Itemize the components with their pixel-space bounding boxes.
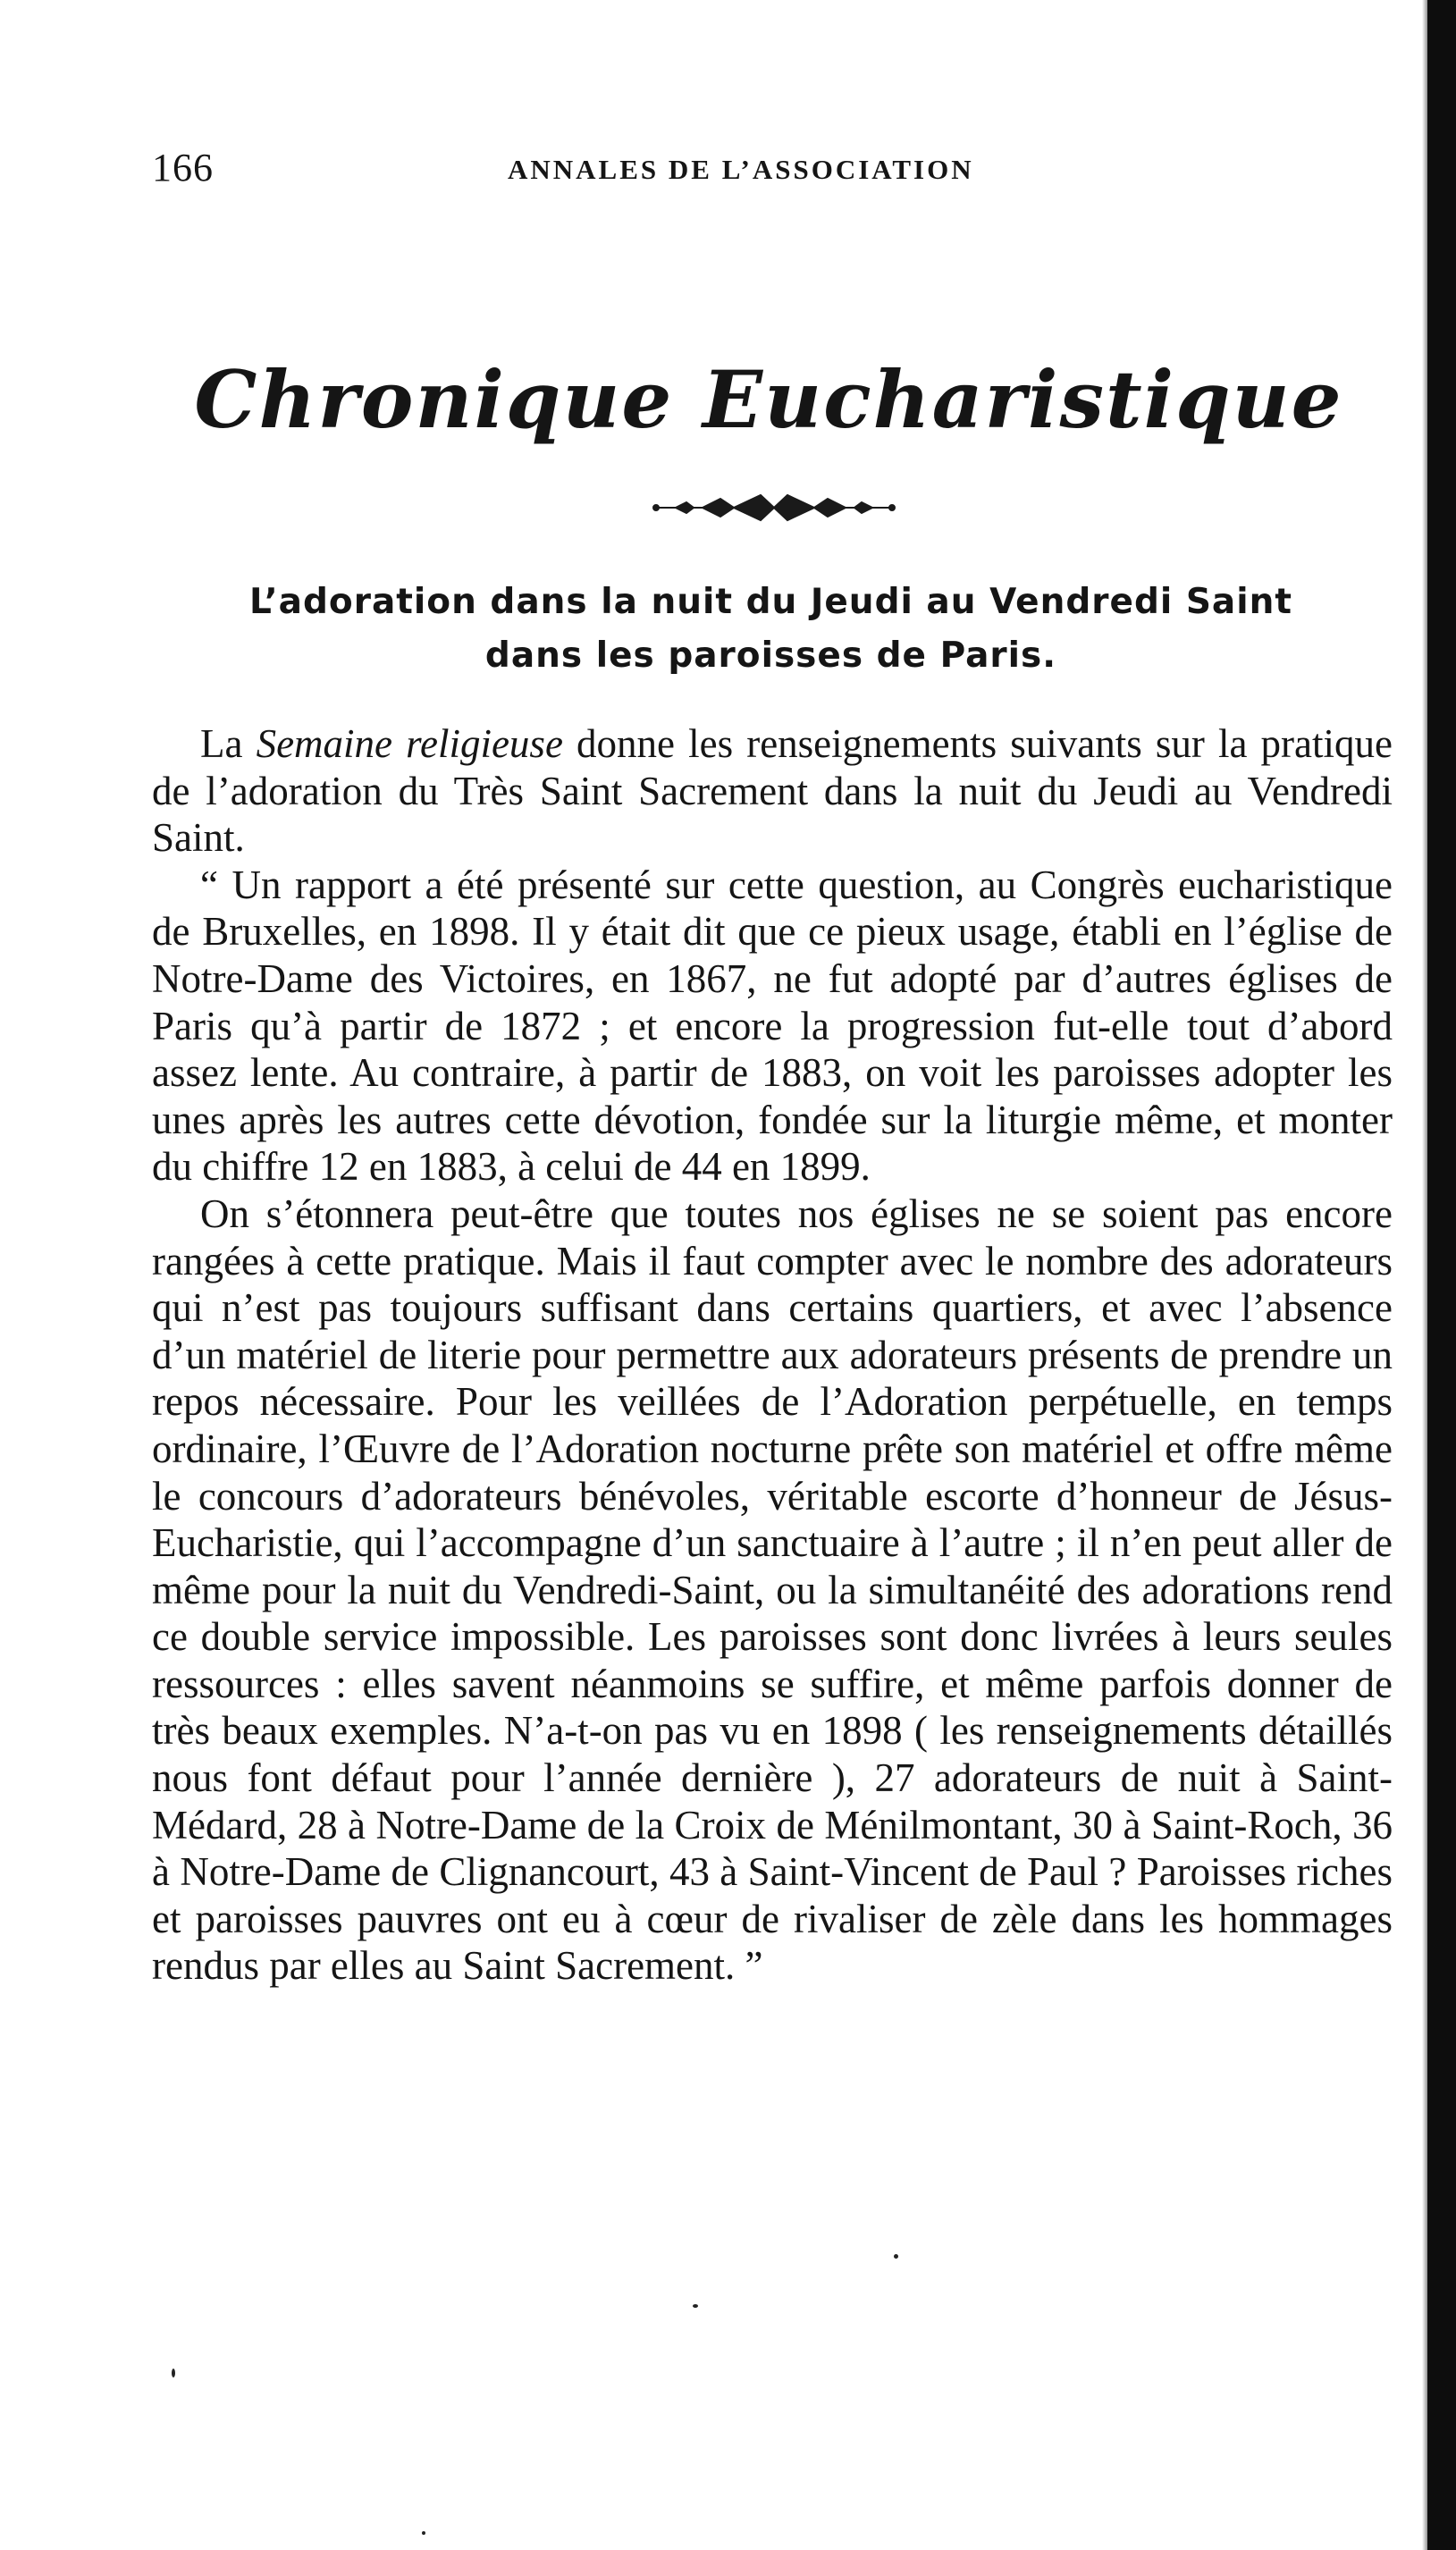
section-title: Chronique Eucharistique — [194, 353, 1343, 446]
paragraph-3: On s’étonnera peut-être que toutes nos églises ne se soient pas encore rangées à cette pratique. Mais il faut compter avec le nombre des adorateurs qui n’est pas toujours suffisant dans certains quartiers, et avec l’absence d’un matériel de literie pour permettre aux adorateurs présents de prendre un repos nécessaire. Pour les veillées de l’Adoration perpétuelle, en temps ordinaire, l’Œuvre de l’Adoration nocturne prête son matériel et offre même le concours d’adorateurs bénévoles, véritable escorte d’honneur de Jésus-Eucharistie, qui l’accompagne d’un sanctuaire à l’autre ; il n’en peut aller de même pour la nuit du Vendredi-Saint, ou la simultanéité des adorations rend ce double service impossible. Les paroisses sont donc livrées à leurs seules ressources : elles savent néanmoins se suffire, et même parfois donner de très beaux exemples. N’a-t-on pas vu en 1898 ( les renseignements détaillés nous font défaut pour l’année dernière ), 27 adorateurs de nuit à Saint-Médard, 28 à Notre-Dame de la Croix de Ménilmontant, 30 à Saint-Roch, 36 à Notre-Dame de Clignancourt, 43 à Saint-Vincent de Paul ? Paroisses riches et paroisses pauvres ont eu à cœur de rivaliser de zèle dans les hommages rendus par elles au Saint Sacrement. ” — [152, 1191, 1393, 1989]
article-body — [152, 720, 1393, 1990]
scan-speck — [693, 2304, 698, 2308]
scan-speck — [894, 2254, 898, 2259]
paragraph-1-rest: donne les renseignements suivants sur la pratique de l’adoration du Très Saint Sacrement dans la nuit du Jeudi au Vendredi Saint. — [152, 721, 1393, 861]
page-number: 166 — [152, 146, 214, 189]
scan-speck — [422, 2531, 425, 2535]
scan-speck — [172, 2369, 175, 2377]
paragraph-1 — [152, 720, 1393, 862]
leaf-ornament-icon — [649, 490, 899, 526]
running-header — [152, 145, 1064, 189]
paragraph-2: “ Un rapport a été présenté sur cette question, au Congrès eucharistique de Bruxelles, en 1898. Il y était dit que ce pieux usage, établi en l’église de Notre-Dame des Victoires, en 1867, ne fut adopté par d’autres églises de Paris qu’à partir de 1872 ; et encore la progression fut-elle tout d’abord assez lente. Au contraire, à partir de 1883, on voit les paroisses adopter les unes après les autres cette dévotion, fondée sur la liturgie même, et monter du chiffre 12 en 1883, à celui de 44 en 1899. — [152, 862, 1393, 1190]
publication-title: Semaine religieuse — [256, 721, 563, 766]
journal-title: ANNALES DE L’ASSOCIATION — [508, 154, 974, 185]
article-title — [147, 576, 1394, 683]
article-title-line-1: L’adoration dans la nuit du Jeudi au Vendredi Saint — [248, 582, 1292, 622]
paragraph-1-lead: La — [200, 721, 257, 766]
article-title-line-2: dans les paroisses de Paris. — [484, 635, 1057, 676]
